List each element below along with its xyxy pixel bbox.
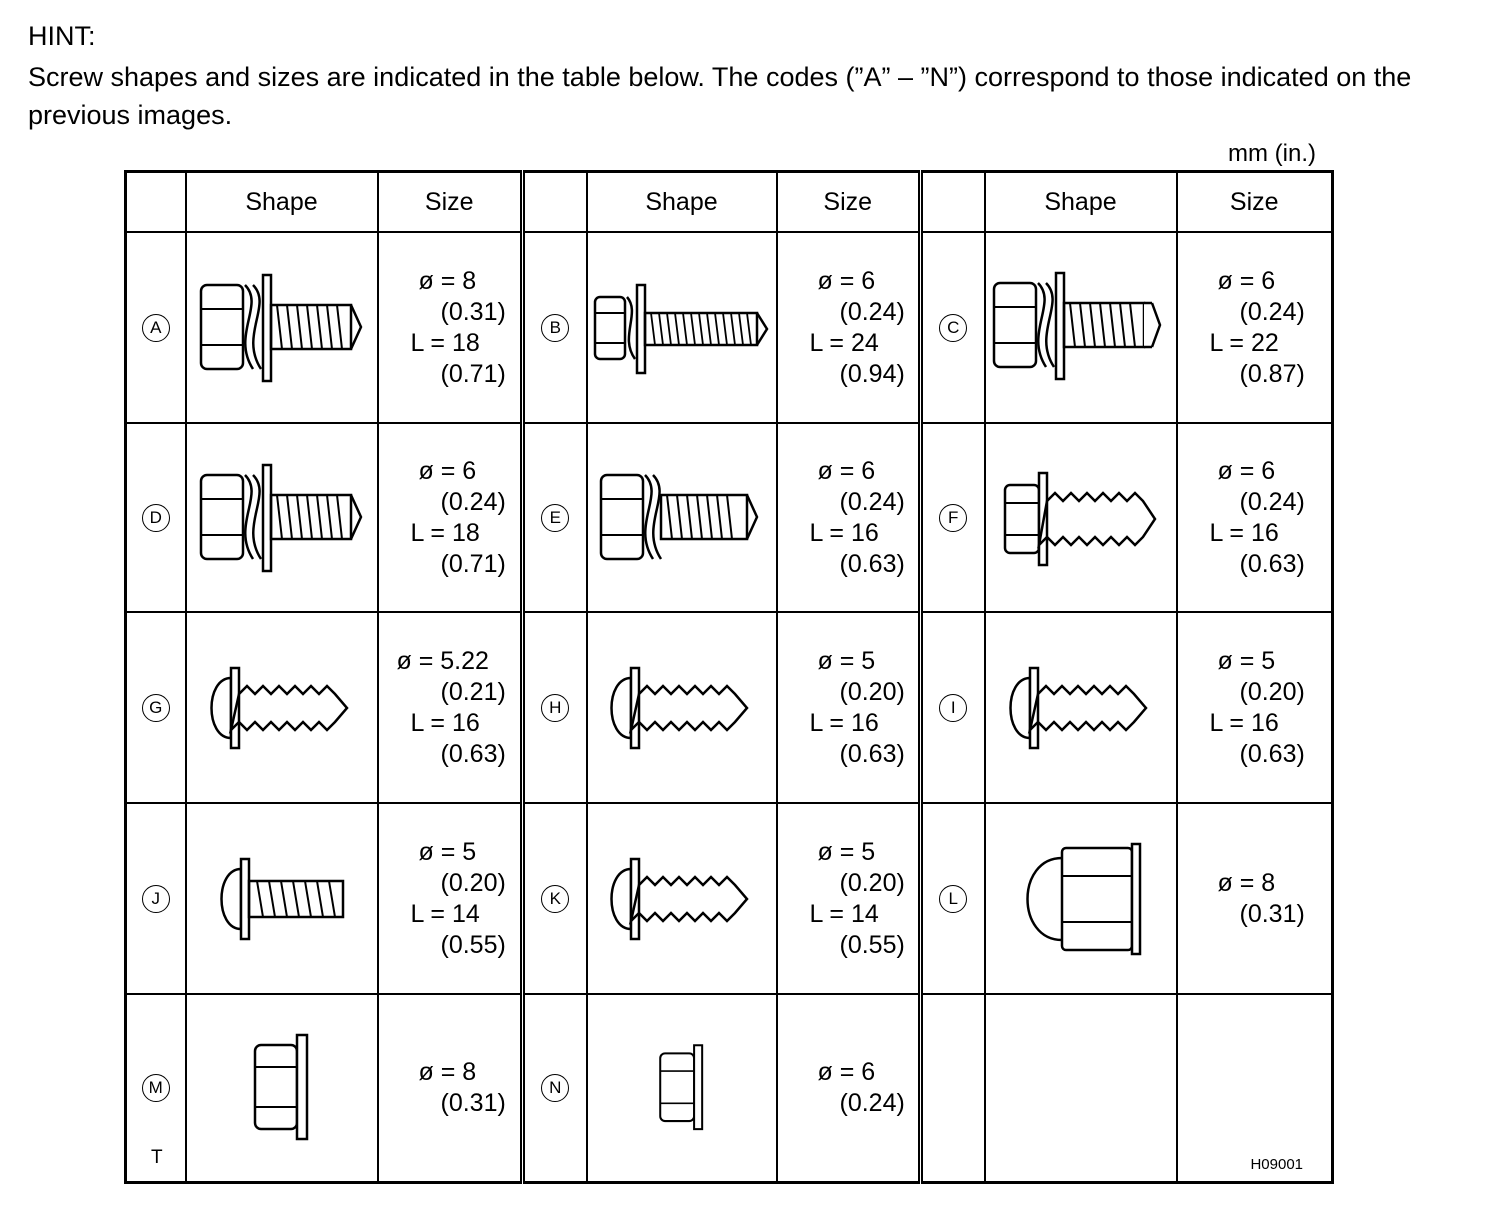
row-note: T bbox=[151, 1146, 163, 1168]
code-cell bbox=[921, 423, 985, 612]
shape-cell bbox=[186, 612, 378, 803]
code-badge-i: I bbox=[939, 694, 967, 722]
code-cell bbox=[523, 423, 587, 612]
diameter-mm: ø = 6 bbox=[1217, 456, 1276, 485]
length-in: (0.71) bbox=[440, 359, 506, 388]
screw-table bbox=[124, 170, 1334, 1184]
length-in: (0.63) bbox=[1239, 739, 1305, 768]
diameter-in: (0.20) bbox=[839, 677, 905, 706]
empty-cell bbox=[1177, 994, 1333, 1182]
diameter-in: (0.21) bbox=[440, 677, 506, 706]
length-mm: L = 16 bbox=[410, 708, 480, 737]
code-cell bbox=[523, 612, 587, 803]
pan-head-tapping-screw-icon bbox=[1006, 662, 1156, 754]
diameter-mm: ø = 5.22 bbox=[396, 646, 489, 675]
hex-tapping-screw-icon bbox=[1001, 465, 1161, 571]
header-size: Size bbox=[777, 172, 921, 233]
size-cell bbox=[1177, 423, 1333, 612]
diameter-in: (0.20) bbox=[440, 868, 506, 897]
shape-cell bbox=[587, 423, 777, 612]
code-badge-j: J bbox=[142, 885, 170, 913]
hint-title: HINT: bbox=[28, 21, 96, 51]
code-badge-h: H bbox=[541, 694, 569, 722]
code-badge-k: K bbox=[541, 885, 569, 913]
header-code bbox=[921, 172, 985, 233]
shape-cell bbox=[985, 612, 1177, 803]
code-badge-d: D bbox=[142, 504, 170, 532]
code-badge-n: N bbox=[541, 1074, 569, 1102]
table-row bbox=[126, 994, 1333, 1182]
unit-label: mm (in.) bbox=[1228, 140, 1316, 167]
hint-text: Screw shapes and sizes are indicated in the table below. The codes (”A” – ”N”) correspond to those indicated on the previous images. bbox=[28, 62, 1412, 130]
diameter-mm: ø = 5 bbox=[1217, 646, 1276, 675]
size-cell bbox=[1177, 803, 1333, 994]
size-cell bbox=[378, 994, 523, 1182]
code-badge-l: L bbox=[939, 885, 967, 913]
diameter-in: (0.31) bbox=[1239, 899, 1305, 928]
code-badge-c: C bbox=[939, 314, 967, 342]
header-shape: Shape bbox=[985, 172, 1177, 233]
pan-head-screw-icon bbox=[217, 853, 347, 945]
size-cell bbox=[378, 803, 523, 994]
shape-cell bbox=[985, 423, 1177, 612]
diameter-in: (0.31) bbox=[440, 297, 506, 326]
length-in: (0.55) bbox=[839, 930, 905, 959]
header-row bbox=[126, 172, 1333, 233]
diameter-mm: ø = 6 bbox=[817, 456, 876, 485]
diameter-in: (0.24) bbox=[1239, 297, 1305, 326]
table-row bbox=[126, 423, 1333, 612]
diameter-in: (0.24) bbox=[440, 487, 506, 516]
code-cell bbox=[126, 423, 186, 612]
hex-bolt-washer-icon bbox=[597, 463, 767, 573]
table-row bbox=[126, 612, 1333, 803]
empty-cell bbox=[921, 994, 985, 1182]
length-mm: L = 16 bbox=[1209, 708, 1279, 737]
length-mm: L = 16 bbox=[809, 708, 879, 737]
diameter-in: (0.24) bbox=[839, 1088, 905, 1117]
code-cell bbox=[126, 612, 186, 803]
code-badge-f: F bbox=[939, 504, 967, 532]
shape-cell bbox=[985, 232, 1177, 423]
header-code bbox=[523, 172, 587, 233]
cap-nut-icon bbox=[1018, 842, 1144, 956]
length-in: (0.63) bbox=[839, 739, 905, 768]
shape-cell bbox=[587, 232, 777, 423]
length-mm: L = 16 bbox=[809, 518, 879, 547]
length-in: (0.87) bbox=[1239, 359, 1305, 388]
header-shape: Shape bbox=[186, 172, 378, 233]
code-badge-b: B bbox=[541, 314, 569, 342]
length-mm: L = 22 bbox=[1209, 328, 1279, 357]
size-cell bbox=[378, 612, 523, 803]
pan-head-tapping-screw-icon bbox=[207, 662, 357, 754]
diameter-mm: ø = 8 bbox=[1217, 868, 1276, 897]
diameter-in: (0.20) bbox=[1239, 677, 1305, 706]
table-row bbox=[126, 803, 1333, 994]
code-cell bbox=[523, 994, 587, 1182]
code-cell bbox=[523, 232, 587, 423]
size-cell bbox=[378, 232, 523, 423]
code-cell bbox=[126, 803, 186, 994]
size-cell bbox=[777, 803, 921, 994]
code-badge-g: G bbox=[142, 694, 170, 722]
figure-id: H09001 bbox=[1250, 1155, 1303, 1173]
length-in: (0.63) bbox=[1239, 549, 1305, 578]
diameter-in: (0.24) bbox=[839, 297, 905, 326]
size-cell bbox=[378, 423, 523, 612]
length-mm: L = 18 bbox=[410, 518, 480, 547]
code-cell bbox=[921, 803, 985, 994]
length-in: (0.94) bbox=[839, 359, 905, 388]
header-code bbox=[126, 172, 186, 233]
hex-bolt-washer-icon bbox=[197, 273, 367, 383]
diameter-mm: ø = 6 bbox=[1217, 266, 1276, 295]
empty-cell bbox=[985, 994, 1177, 1182]
diameter-in: (0.24) bbox=[1239, 487, 1305, 516]
code-cell bbox=[921, 612, 985, 803]
shape-cell bbox=[186, 803, 378, 994]
length-mm: L = 14 bbox=[809, 899, 879, 928]
length-mm: L = 16 bbox=[1209, 518, 1279, 547]
length-in: (0.63) bbox=[440, 739, 506, 768]
table-row bbox=[126, 232, 1333, 423]
length-in: (0.55) bbox=[440, 930, 506, 959]
pan-head-tapping-screw-icon bbox=[607, 853, 757, 945]
hex-bolt-washer-icon bbox=[990, 271, 1172, 385]
code-badge-m: M bbox=[142, 1074, 170, 1102]
diameter-mm: ø = 6 bbox=[817, 266, 876, 295]
pan-head-tapping-screw-icon bbox=[607, 662, 757, 754]
code-cell bbox=[126, 232, 186, 423]
length-in: (0.63) bbox=[839, 549, 905, 578]
length-mm: L = 24 bbox=[809, 328, 879, 357]
flange-nut-icon bbox=[657, 1042, 707, 1134]
flange-nut-icon bbox=[251, 1033, 313, 1143]
shape-cell bbox=[985, 803, 1177, 994]
code-badge-e: E bbox=[541, 504, 569, 532]
length-mm: L = 18 bbox=[410, 328, 480, 357]
diameter-in: (0.20) bbox=[839, 868, 905, 897]
diameter-mm: ø = 8 bbox=[418, 1057, 477, 1086]
length-in: (0.71) bbox=[440, 549, 506, 578]
shape-cell bbox=[186, 994, 378, 1182]
diameter-mm: ø = 5 bbox=[817, 837, 876, 866]
size-cell bbox=[1177, 612, 1333, 803]
diameter-mm: ø = 6 bbox=[418, 456, 477, 485]
diameter-mm: ø = 5 bbox=[418, 837, 477, 866]
diameter-in: (0.31) bbox=[440, 1088, 506, 1117]
size-cell bbox=[777, 612, 921, 803]
size-cell bbox=[777, 232, 921, 423]
shape-cell bbox=[587, 803, 777, 994]
diameter-mm: ø = 6 bbox=[817, 1057, 876, 1086]
header-shape: Shape bbox=[587, 172, 777, 233]
diameter-mm: ø = 8 bbox=[418, 266, 477, 295]
size-cell bbox=[1177, 232, 1333, 423]
hex-bolt-long-icon bbox=[591, 273, 773, 383]
shape-cell bbox=[587, 612, 777, 803]
code-cell bbox=[921, 232, 985, 423]
code-cell bbox=[523, 803, 587, 994]
diameter-mm: ø = 5 bbox=[817, 646, 876, 675]
header-size: Size bbox=[1177, 172, 1333, 233]
shape-cell bbox=[186, 232, 378, 423]
length-mm: L = 14 bbox=[410, 899, 480, 928]
shape-cell bbox=[587, 994, 777, 1182]
size-cell bbox=[777, 423, 921, 612]
header-size: Size bbox=[378, 172, 523, 233]
code-badge-a: A bbox=[142, 314, 170, 342]
shape-cell bbox=[186, 423, 378, 612]
code-cell bbox=[126, 994, 186, 1182]
diameter-in: (0.24) bbox=[839, 487, 905, 516]
hex-bolt-washer-icon bbox=[197, 463, 367, 573]
size-cell bbox=[777, 994, 921, 1182]
